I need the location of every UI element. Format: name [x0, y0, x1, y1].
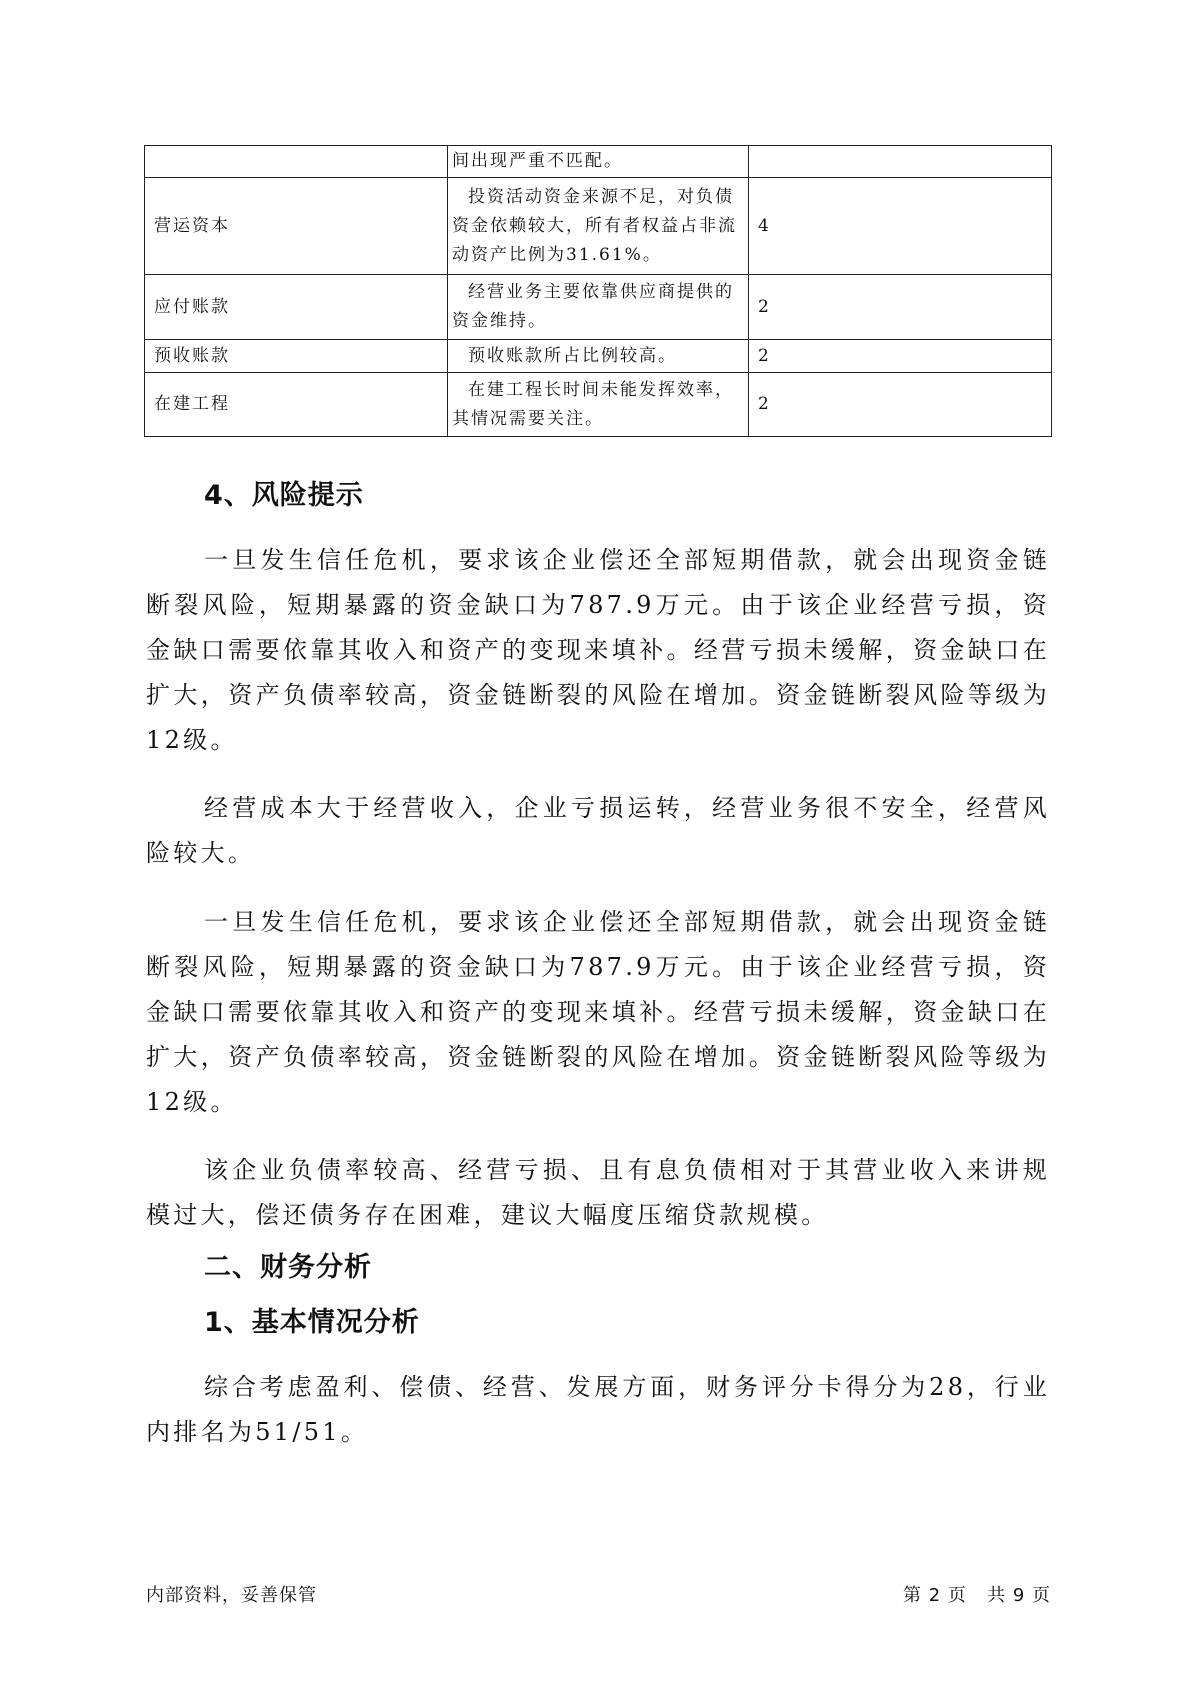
table-row: [145, 146, 1052, 178]
table-cell-item: 营运资本: [145, 178, 448, 275]
footer-confidential-note: 内部资料，妥善保管: [146, 1585, 317, 1606]
footer-page-number: 第 2 页 共 9 页: [903, 1585, 1051, 1606]
finance-paragraph: 综合考虑盈利、偿债、经营、发展方面，财务评分卡得分为28，行业内排名为51/51。: [146, 1373, 1050, 1446]
table-row: [145, 275, 1052, 340]
table-row: [145, 178, 1052, 275]
finance-subsection-heading: 1、基本情况分析: [204, 1307, 420, 1338]
risk-section-heading: 4、风险提示: [204, 480, 364, 511]
finance-section-heading: 二、财务分析: [204, 1252, 372, 1283]
table-cell-description: 预收账款所占比例较高。: [448, 340, 749, 373]
table-cell-item: 预收账款: [145, 340, 448, 373]
table-row: [145, 373, 1052, 437]
table-cell-description: 经营业务主要依靠供应商提供的资金维持。: [448, 275, 749, 340]
table-cell-score: 2: [749, 373, 1052, 437]
table-cell-description: 在建工程长时间未能发挥效率，其情况需要关注。: [448, 373, 749, 437]
table-cell-item: [145, 146, 448, 178]
table-cell-description: 间出现严重不匹配。: [448, 146, 749, 178]
table-cell-item: 在建工程: [145, 373, 448, 437]
risk-paragraph-1: 一旦发生信任危机，要求该企业偿还全部短期借款，就会出现资金链断裂风险，短期暴露的资金缺口为787.9万元。由于该企业经营亏损，资金缺口需要依靠其收入和资产的变现来填补。经营亏损未缓解，资金缺口在扩大，资产负债率较高，资金链断裂的风险在增加。资金链断裂风险等级为12级。: [146, 546, 1050, 754]
table-cell-score: 2: [749, 275, 1052, 340]
risk-paragraph-3: 一旦发生信任危机，要求该企业偿还全部短期借款，就会出现资金链断裂风险，短期暴露的资金缺口为787.9万元。由于该企业经营亏损，资金缺口需要依靠其收入和资产的变现来填补。经营亏损未缓解，资金缺口在扩大，资产负债率较高，资金链断裂的风险在增加。资金链断裂风险等级为12级。: [146, 908, 1050, 1116]
table-cell-score: 2: [749, 340, 1052, 373]
table-cell-item: 应付账款: [145, 275, 448, 340]
table-cell-score: [749, 146, 1052, 178]
risk-indicator-table: [144, 145, 1052, 437]
table-cell-description: 投资活动资金来源不足，对负债资金依赖较大，所有者权益占非流动资产比例为31.61%。: [448, 178, 749, 275]
risk-paragraph-4: 该企业负债率较高、经营亏损、且有息负债相对于其营业收入来讲规模过大，偿还债务存在困难，建议大幅度压缩贷款规模。: [146, 1156, 1050, 1229]
table-cell-score: 4: [749, 178, 1052, 275]
risk-paragraph-2: 经营成本大于经营收入，企业亏损运转，经营业务很不安全，经营风险较大。: [146, 794, 1050, 867]
table-row: [145, 340, 1052, 373]
